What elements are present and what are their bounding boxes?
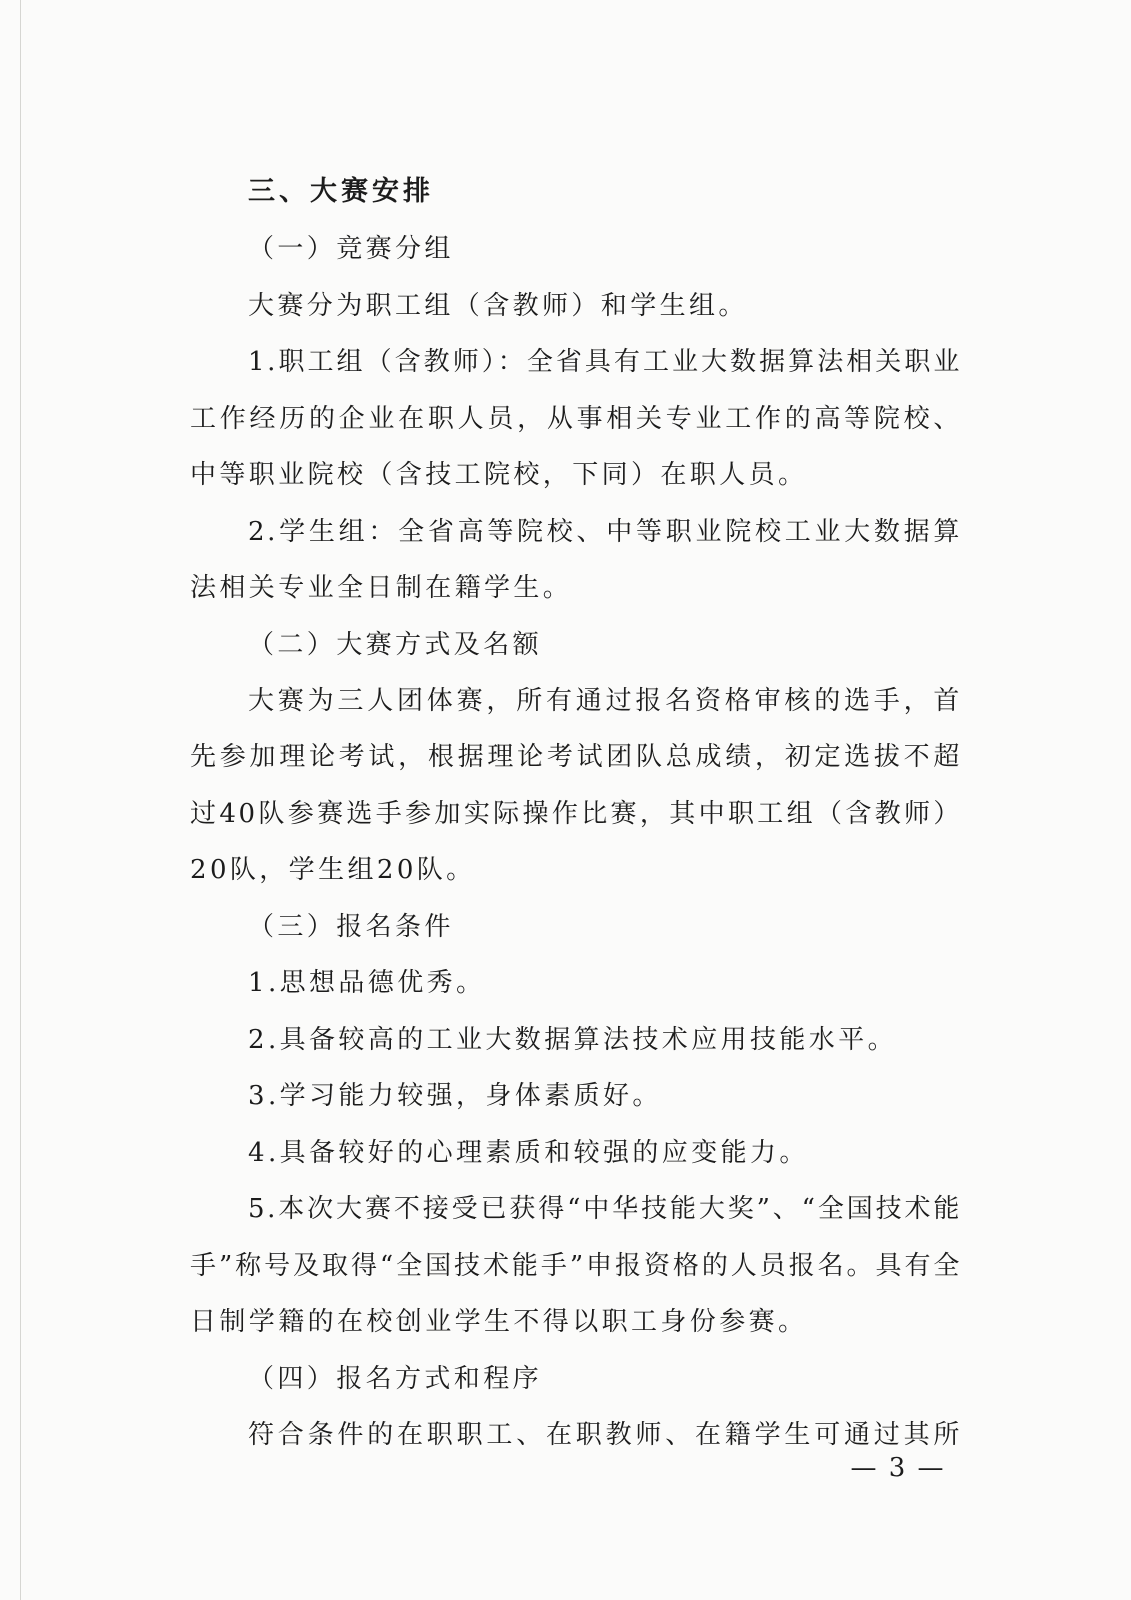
paragraph-format-line-4: 20队，学生组20队。 <box>190 855 476 885</box>
paragraph-staff-group-line-1: 1.职工组（含教师）：全省具有工业大数据算法相关职业 <box>248 347 962 377</box>
subsection-title-1: （一）竞赛分组 <box>248 234 454 264</box>
paragraph-format-line-1: 大赛为三人团体赛，所有通过报名资格审核的选手，首 <box>248 686 962 716</box>
paragraph-registration-line-1: 符合条件的在职职工、在职教师、在籍学生可通过其所 <box>248 1420 962 1450</box>
paragraph-student-group-line-1: 2.学生组：全省高等院校、中等职业院校工业大数据算 <box>248 517 962 547</box>
condition-2: 2.具备较高的工业大数据算法技术应用技能水平。 <box>248 1025 898 1055</box>
subsection-title-4: （四）报名方式和程序 <box>248 1364 543 1394</box>
condition-3: 3.学习能力较强，身体素质好。 <box>248 1081 662 1111</box>
paragraph-format-line-3: 过40队参赛选手参加实际操作比赛，其中职工组（含教师） <box>190 799 962 829</box>
paragraph-groups: 大赛分为职工组（含教师）和学生组。 <box>248 291 748 321</box>
condition-4: 4.具备较好的心理素质和较强的应变能力。 <box>248 1138 809 1168</box>
subsection-title-3: （三）报名条件 <box>248 912 454 942</box>
subsection-title-2: （二）大赛方式及名额 <box>248 630 543 660</box>
condition-1: 1.思想品德优秀。 <box>248 968 486 998</box>
paragraph-format-line-2: 先参加理论考试，根据理论考试团队总成绩，初定选拔不超 <box>190 742 962 772</box>
section-title: 三、大赛安排 <box>248 176 434 207</box>
scan-edge-line <box>20 0 21 1600</box>
condition-5-line-2: 手”称号及取得“全国技术能手”申报资格的人员报名。具有全 <box>190 1251 962 1281</box>
condition-5-line-1: 5.本次大赛不接受已获得“中华技能大奖”、“全国技术能 <box>248 1194 962 1224</box>
page-number: — 3 — <box>850 1453 946 1483</box>
paragraph-staff-group-line-3: 中等职业院校（含技工院校，下同）在职人员。 <box>190 460 808 490</box>
paragraph-student-group-line-2: 法相关专业全日制在籍学生。 <box>190 573 573 603</box>
condition-5-line-3: 日制学籍的在校创业学生不得以职工身份参赛。 <box>190 1307 808 1337</box>
paragraph-staff-group-line-2: 工作经历的企业在职人员，从事相关专业工作的高等院校、 <box>190 404 962 434</box>
